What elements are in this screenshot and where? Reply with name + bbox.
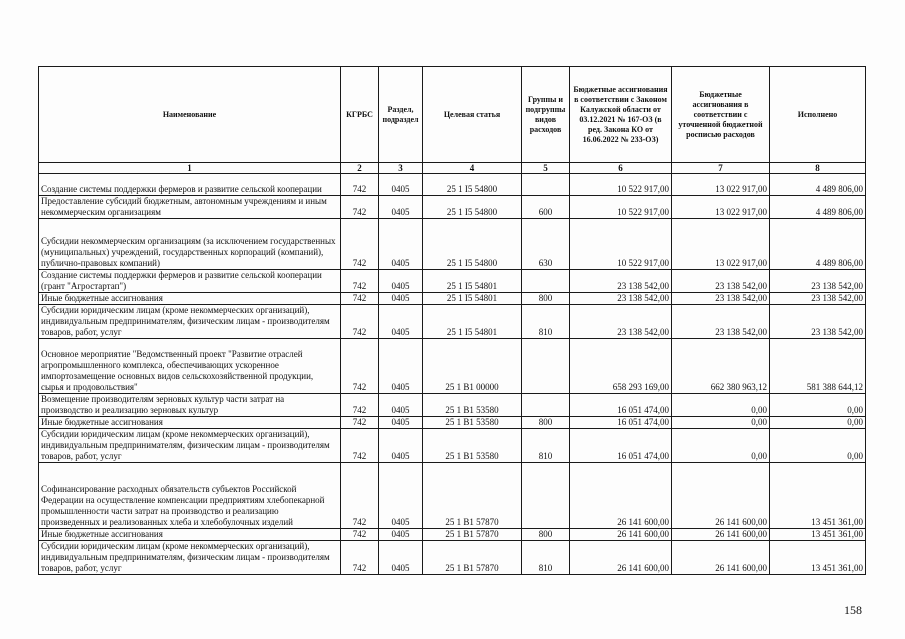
row-name: Субсидии юридическим лицам (кроме некоммерческих организаций), индивидуальным предпринимателям, физическим лицам - производителям товаров, работ, услуг [39, 429, 341, 463]
row-section: 0405 [379, 463, 423, 529]
table-row [39, 196, 866, 219]
row-group: 800 [522, 529, 570, 541]
row-group: 630 [522, 219, 570, 270]
table-row [39, 270, 866, 293]
row-section: 0405 [379, 270, 423, 293]
row-executed-amount: 13 451 361,00 [770, 529, 866, 541]
row-kgrbs: 742 [341, 463, 379, 529]
row-target: 25 1 I5 54800 [423, 219, 522, 270]
row-target: 25 1 I5 54800 [423, 174, 522, 196]
row-group: 600 [522, 196, 570, 219]
row-name: Основное мероприятие "Ведомственный проект "Развитие отраслей агропромышленного комплекса, обеспечивающих ускоренное импортозамещение основных видов сельскохозяйственной продукции, сырья и продовольствия" [39, 339, 341, 394]
row-refined-amount: 0,00 [672, 417, 770, 429]
table-row [39, 305, 866, 339]
row-target: 25 1 В1 57870 [423, 529, 522, 541]
table-row [39, 174, 866, 196]
row-refined-amount: 26 141 600,00 [672, 529, 770, 541]
header-law-assignments: Бюджетные ассигнования в соответствии с Законом Калужской области от 03.12.2021 № 167-ОЗ (в ред. Закона КО от 16.06.2022 № 233-ОЗ) [570, 67, 672, 163]
row-group: 810 [522, 541, 570, 575]
row-kgrbs: 742 [341, 339, 379, 394]
row-kgrbs: 742 [341, 394, 379, 417]
row-name: Создание системы поддержки фермеров и развитие сельской кооперации (грант "Агростартап") [39, 270, 341, 293]
row-refined-amount: 26 141 600,00 [672, 463, 770, 529]
table-row [39, 417, 866, 429]
row-section: 0405 [379, 541, 423, 575]
row-name: Возмещение производителям зерновых культур части затрат на производство и реализацию зерновых культур [39, 394, 341, 417]
column-number: 1 [39, 163, 341, 174]
header-refined-assignments: Бюджетные ассигнования в соответствии с уточненной бюджетной росписью расходов [672, 67, 770, 163]
row-kgrbs: 742 [341, 196, 379, 219]
row-group [522, 463, 570, 529]
row-law-amount: 26 141 600,00 [570, 541, 672, 575]
row-group [522, 339, 570, 394]
row-group: 800 [522, 417, 570, 429]
row-group: 810 [522, 429, 570, 463]
table-row [39, 463, 866, 529]
row-target: 25 1 I5 54801 [423, 305, 522, 339]
row-refined-amount: 13 022 917,00 [672, 219, 770, 270]
column-number: 7 [672, 163, 770, 174]
column-number: 6 [570, 163, 672, 174]
row-section: 0405 [379, 305, 423, 339]
row-executed-amount: 23 138 542,00 [770, 293, 866, 305]
budget-table [38, 66, 866, 575]
row-executed-amount: 4 489 806,00 [770, 219, 866, 270]
row-law-amount: 16 051 474,00 [570, 429, 672, 463]
row-target: 25 1 I5 54801 [423, 270, 522, 293]
page-number: 158 [844, 603, 862, 617]
row-executed-amount: 13 451 361,00 [770, 463, 866, 529]
row-target: 25 1 В1 57870 [423, 541, 522, 575]
row-kgrbs: 742 [341, 174, 379, 196]
row-kgrbs: 742 [341, 429, 379, 463]
header-executed: Исполнено [770, 67, 866, 163]
row-name: Софинансирование расходных обязательств субъектов Российской Федерации на осуществление компенсации предприятиям хлебопекарной промышленности части затрат на производство и реализацию произведенных и реализованных хлеба и хлебобулочных изделий [39, 463, 341, 529]
row-refined-amount: 662 380 963,12 [672, 339, 770, 394]
row-refined-amount: 23 138 542,00 [672, 293, 770, 305]
table-row [39, 293, 866, 305]
row-refined-amount: 0,00 [672, 429, 770, 463]
header-group: Группы и подгруппы видов расходов [522, 67, 570, 163]
row-law-amount: 10 522 917,00 [570, 219, 672, 270]
row-law-amount: 26 141 600,00 [570, 463, 672, 529]
row-law-amount: 658 293 169,00 [570, 339, 672, 394]
row-kgrbs: 742 [341, 417, 379, 429]
row-law-amount: 23 138 542,00 [570, 305, 672, 339]
row-group [522, 270, 570, 293]
row-refined-amount: 13 022 917,00 [672, 196, 770, 219]
column-number-row [39, 163, 866, 174]
row-section: 0405 [379, 219, 423, 270]
row-law-amount: 23 138 542,00 [570, 270, 672, 293]
row-target: 25 1 В1 53580 [423, 394, 522, 417]
column-number: 5 [522, 163, 570, 174]
header-section: Раздел, подраздел [379, 67, 423, 163]
row-executed-amount: 13 451 361,00 [770, 541, 866, 575]
row-law-amount: 10 522 917,00 [570, 174, 672, 196]
column-number: 3 [379, 163, 423, 174]
row-kgrbs: 742 [341, 305, 379, 339]
table-row [39, 339, 866, 394]
row-group [522, 174, 570, 196]
row-name: Иные бюджетные ассигнования [39, 417, 341, 429]
row-group: 800 [522, 293, 570, 305]
table-row [39, 394, 866, 417]
row-target: 25 1 В1 53580 [423, 417, 522, 429]
row-refined-amount: 26 141 600,00 [672, 541, 770, 575]
table-row [39, 429, 866, 463]
row-name: Субсидии юридическим лицам (кроме некоммерческих организаций), индивидуальным предпринимателям, физическим лицам - производителям товаров, работ, услуг [39, 305, 341, 339]
row-executed-amount: 4 489 806,00 [770, 174, 866, 196]
row-section: 0405 [379, 394, 423, 417]
row-refined-amount: 23 138 542,00 [672, 305, 770, 339]
row-executed-amount: 4 489 806,00 [770, 196, 866, 219]
row-refined-amount: 0,00 [672, 394, 770, 417]
header-kgrbs: КГРБС [341, 67, 379, 163]
row-executed-amount: 23 138 542,00 [770, 305, 866, 339]
row-kgrbs: 742 [341, 529, 379, 541]
row-name: Иные бюджетные ассигнования [39, 293, 341, 305]
row-executed-amount: 23 138 542,00 [770, 270, 866, 293]
row-name: Предоставление субсидий бюджетным, автономным учреждениям и иным некоммерческим организациям [39, 196, 341, 219]
row-name: Субсидии юридическим лицам (кроме некоммерческих организаций), индивидуальным предпринимателям, физическим лицам - производителям товаров, работ, услуг [39, 541, 341, 575]
header-target: Целевая статья [423, 67, 522, 163]
row-law-amount: 26 141 600,00 [570, 529, 672, 541]
row-section: 0405 [379, 196, 423, 219]
column-number: 2 [341, 163, 379, 174]
row-refined-amount: 13 022 917,00 [672, 174, 770, 196]
row-kgrbs: 742 [341, 219, 379, 270]
row-kgrbs: 742 [341, 270, 379, 293]
row-section: 0405 [379, 339, 423, 394]
table-header-row [39, 67, 866, 163]
row-group [522, 394, 570, 417]
row-kgrbs: 742 [341, 293, 379, 305]
row-name: Иные бюджетные ассигнования [39, 529, 341, 541]
row-law-amount: 16 051 474,00 [570, 417, 672, 429]
table-row [39, 529, 866, 541]
row-target: 25 1 В1 57870 [423, 463, 522, 529]
row-executed-amount: 581 388 644,12 [770, 339, 866, 394]
row-law-amount: 23 138 542,00 [570, 293, 672, 305]
row-target: 25 1 I5 54800 [423, 196, 522, 219]
row-name: Создание системы поддержки фермеров и развитие сельской кооперации [39, 174, 341, 196]
row-executed-amount: 0,00 [770, 394, 866, 417]
row-name: Субсидии некоммерческим организациям (за исключением государственных (муниципальных) учреждений, государственных корпораций (компаний), публично-правовых компаний) [39, 219, 341, 270]
row-executed-amount: 0,00 [770, 417, 866, 429]
row-group: 810 [522, 305, 570, 339]
row-section: 0405 [379, 429, 423, 463]
row-law-amount: 16 051 474,00 [570, 394, 672, 417]
row-target: 25 1 В1 53580 [423, 429, 522, 463]
row-refined-amount: 23 138 542,00 [672, 270, 770, 293]
row-section: 0405 [379, 174, 423, 196]
table-body [39, 174, 866, 575]
table-row [39, 219, 866, 270]
row-target: 25 1 I5 54801 [423, 293, 522, 305]
column-number: 8 [770, 163, 866, 174]
table-row [39, 541, 866, 575]
row-kgrbs: 742 [341, 541, 379, 575]
column-number: 4 [423, 163, 522, 174]
row-law-amount: 10 522 917,00 [570, 196, 672, 219]
row-target: 25 1 В1 00000 [423, 339, 522, 394]
row-section: 0405 [379, 417, 423, 429]
header-name: Наименование [39, 67, 341, 163]
row-executed-amount: 0,00 [770, 429, 866, 463]
row-section: 0405 [379, 293, 423, 305]
row-section: 0405 [379, 529, 423, 541]
